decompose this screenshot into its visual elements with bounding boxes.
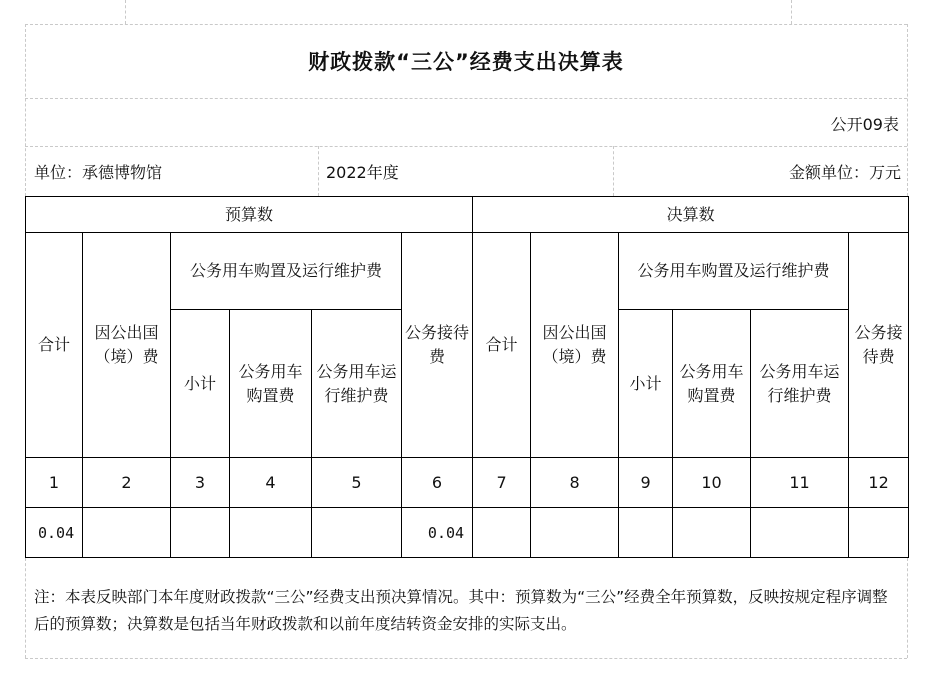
col-number: 4 [230, 458, 312, 508]
budget-subtotal-value [171, 508, 230, 558]
amount-unit-label: 金额单位：万元 [788, 163, 901, 182]
guide-frame-top [25, 24, 907, 25]
col-number: 3 [171, 458, 230, 508]
budget-vehicle-purchase-value [230, 508, 312, 558]
guide-note-left [25, 558, 26, 658]
final-vehicle-maint-header: 公务用车运行维护费 [751, 310, 849, 458]
col-number: 2 [83, 458, 171, 508]
final-header: 决算数 [473, 197, 909, 233]
budget-abroad-value [83, 508, 171, 558]
three-public-expenses-table [25, 196, 909, 558]
col-number: 11 [751, 458, 849, 508]
guide-title-bottom [25, 98, 907, 99]
final-total-value [473, 508, 531, 558]
guide-note-bottom [25, 658, 907, 659]
guide-top-right [791, 0, 792, 24]
final-abroad-value [531, 508, 619, 558]
budget-vehicle-maint-header: 公务用车运行维护费 [312, 310, 402, 458]
form-number: 公开09表 [830, 115, 899, 134]
final-abroad-header: 因公出国（境）费 [531, 233, 619, 458]
budget-subtotal-header: 小计 [171, 310, 230, 458]
budget-reception-value: 0.04 [402, 508, 473, 558]
budget-vehicle-maint-value [312, 508, 402, 558]
budget-vehicle-group-header: 公务用车购置及运行维护费 [171, 233, 402, 310]
footnote: 注：本表反映部门本年度财政拨款“三公”经费支出预决算情况。其中：预算数为“三公”经费全年预算数，反映按规定程序调整后的预算数；决算数是包括当年财政拨款和以前年度结转资金安排的实际支出。 [34, 588, 888, 633]
col-number: 6 [402, 458, 473, 508]
guide-note-right [907, 558, 908, 658]
budget-reception-header: 公务接待费 [402, 233, 473, 458]
final-vehicle-group-header: 公务用车购置及运行维护费 [619, 233, 849, 310]
final-total-header: 合计 [473, 233, 531, 458]
guide-formno-bottom [25, 146, 907, 147]
guide-frame-right [907, 24, 908, 196]
col-number: 12 [849, 458, 909, 508]
budget-total-header: 合计 [26, 233, 83, 458]
col-number: 7 [473, 458, 531, 508]
final-reception-value [849, 508, 909, 558]
guide-info-sep-1 [318, 146, 319, 196]
budget-abroad-header: 因公出国（境）费 [83, 233, 171, 458]
budget-total-value: 0.04 [26, 508, 83, 558]
col-number: 1 [26, 458, 83, 508]
budget-vehicle-purchase-header: 公务用车购置费 [230, 310, 312, 458]
final-vehicle-maint-value [751, 508, 849, 558]
col-number: 8 [531, 458, 619, 508]
final-vehicle-purchase-value [673, 508, 751, 558]
final-subtotal-header: 小计 [619, 310, 673, 458]
guide-top-left [125, 0, 126, 24]
budget-header: 预算数 [26, 197, 473, 233]
year-label: 2022年度 [326, 163, 399, 182]
col-number: 10 [673, 458, 751, 508]
guide-info-sep-2 [613, 146, 614, 196]
page-title: 财政拨款“三公”经费支出决算表 [308, 50, 624, 74]
col-number: 9 [619, 458, 673, 508]
unit-label: 单位：承德博物馆 [34, 163, 163, 182]
final-subtotal-value [619, 508, 673, 558]
col-number: 5 [312, 458, 402, 508]
final-vehicle-purchase-header: 公务用车购置费 [673, 310, 751, 458]
final-reception-header: 公务接待费 [849, 233, 909, 458]
